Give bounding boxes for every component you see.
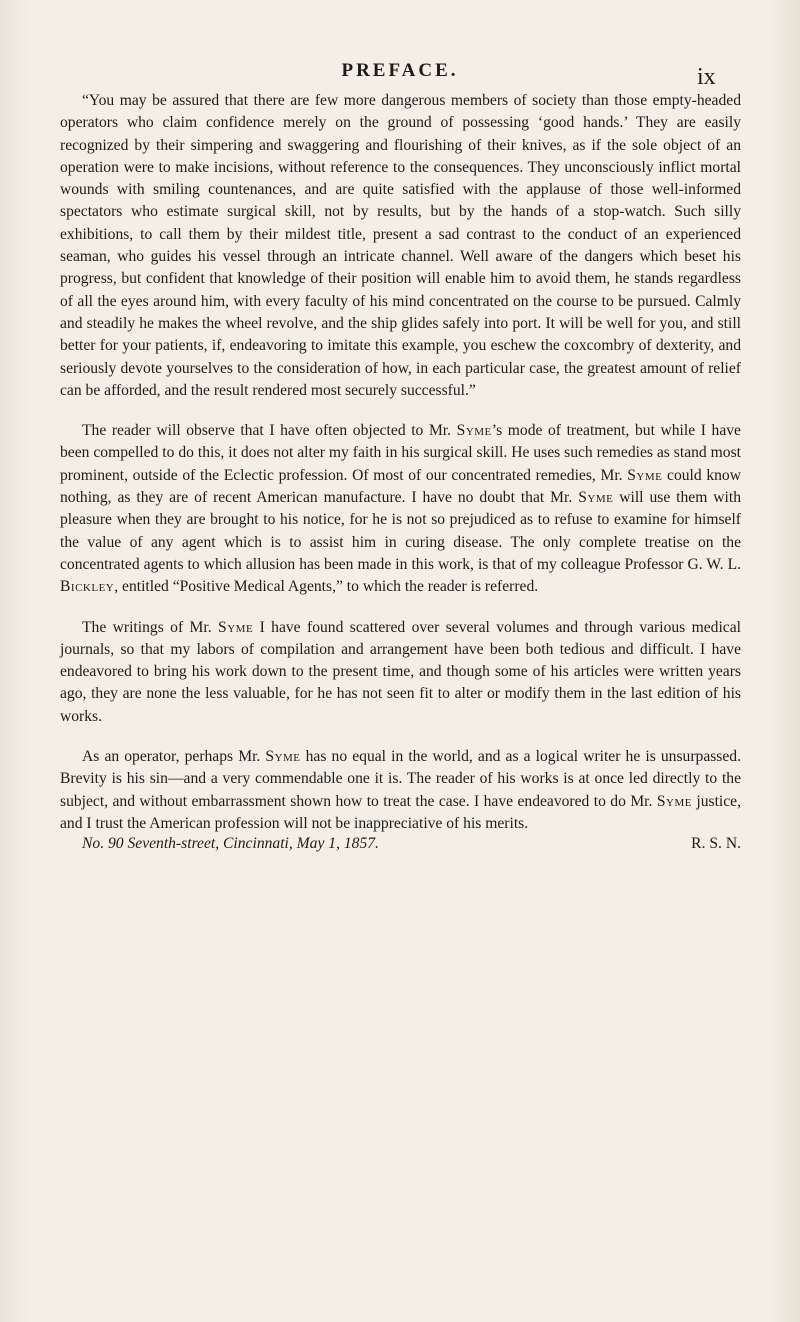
author-name: Syme: [578, 489, 614, 507]
preface-body: [60, 90, 741, 856]
author-name: Syme: [265, 748, 301, 766]
colleague-name: Bickley: [60, 578, 115, 596]
signature-place-date: No. 90 Seventh-street, Cincinnati, May 1, 1857.: [82, 835, 379, 853]
author-name: Syme: [456, 422, 492, 440]
page-number: ix: [697, 64, 716, 90]
quoted-paragraph: “You may be assured that there are few more dangerous members of society than those empty-headed operators who claim confidence merely on the ground of possessing ‘good hands.’ They are easily recognized by their simpering and swaggering and flourishing of their knives, as if the sole object of an operation were to make incisions, without reference to the consequences. They unconsciously inflict mortal wounds with smiling countenances, and are quite satisfied with the applause of those well-informed spectators who estimate surgical skill, not by results, but by the hands of a stop-watch. Such silly exhibitions, to call them by their mildest title, present a sad contrast to the conduct of an experienced seaman, who guides his vessel through an intricate channel. Well aware of the dangers which beset his progress, but confident that knowledge of their position will enable him to avoid them, he stands regardless of all the eyes around him, with every faculty of his mind concentrated on the course to be pursued. Calmly and steadily he makes the wheel revolve, and the ship glides safely into port. It will be well for you, and still better for your patients, if, endeavoring to imitate this example, you eschew the coxcombry of dexterity, and seriously devote yourselves to the consideration of how, in each particular case, the greatest amount of relief can be afforded, and the result rendered most securely successful.”: [60, 92, 741, 399]
author-name: Syme: [218, 618, 254, 636]
page-header: [0, 60, 800, 90]
running-title: PREFACE.: [341, 60, 459, 81]
paragraph-syme-treatment: The reader will observe that I have often objected to Mr. Syme’s mode of treatment, but while I have been compelled to do this, it does not alter my faith in his surgical skill. He uses such remedies as stand most prominent, outside of the Eclectic profession. Of most of our concentrated remedies, Mr. Syme could know nothing, as they are of recent American manufacture. I have no doubt that Mr. Syme will use them with pleasure when they are brought to his notice, for he is not so prejudiced as to refuse to examine for himself the value of any agent which is to assist him in curing disease. The only complete treatise on the concentrated agents to which allusion has been made in this work, is that of my colleague Professor G. W. L. Bickley, entitled “Positive Medical Agents,” to which the reader is referred.: [60, 422, 742, 596]
author-name: Syme: [627, 466, 663, 484]
author-name: Syme: [656, 792, 692, 810]
signature-initials: R. S. N.: [691, 835, 741, 853]
paragraph-writings: The writings of Mr. Syme I have found scattered over several volumes and through various medical journals, so that my labors of compilation and arrangement have been both tedious and difficult. I have endeavored to bring his work down to the present time, and though some of his articles were written years ago, they are none the less valuable, for he has not seen fit to alter or modify them in the last edition of his works.: [60, 618, 741, 725]
paragraph-operator: As an operator, perhaps Mr. Syme has no equal in the world, and as a logical writer he is unsurpassed. Brevity is his sin—and a very commendable one it is. The reader of his works is at once led directly to the subject, and without embarrassment shown how to treat the case. I have endeavored to do Mr. Syme justice, and I trust the American profession will not be inappreciative of his merits.: [60, 748, 741, 832]
signature-line: [60, 833, 741, 855]
